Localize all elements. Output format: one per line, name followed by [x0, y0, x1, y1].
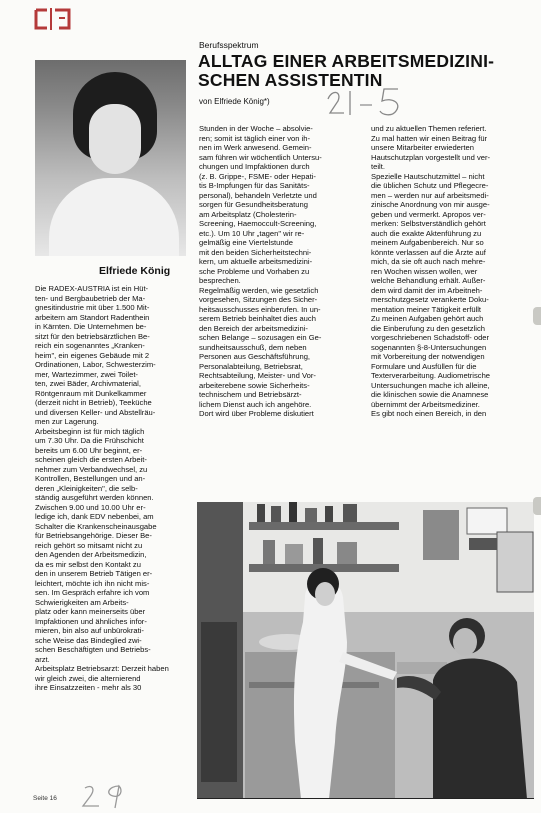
- text-column-2: [199, 124, 361, 500]
- binder-hole: [533, 497, 541, 515]
- paragraph: Die RADEX-AUSTRIA ist ein Hüt- ten- und Bergbaubetrieb der Ma- gnesitindustrie mit über 1.500 Mit- arbeitern am Standort Radenthein in Kärnten. Die Unternehmen be- sitzt für den betriebsärztlichen Be- reich ein sogenanntes „Kranken- heim", ein eigenes Gebäude mit 2 Ordinationen, Labor, Schwesterzim- mer, Wartezimmer, zwei Toilet- ten, zwei Bäder, Archivmaterial, Röntgenraum mit Dunkelkammer (derzeit nicht in Betrieb), Teeküche und diversen Keller- und Abstellräu- men zur Lagerung. Arbeitsbeginn ist für mich täglich um 7.30 Uhr. Da die Frühschicht bereits um 6.00 Uhr beginnt, er- scheinen gleich die ersten Arbeit- nehmer zum Verbandwechsel, zu Kontrollen, Bestellungen und an- deren „Kleinigkeiten", die selb- ständig ausgeführt werden können. Zwischen 9.00 und 10.00 Uhr er- ledige ich, dank EDV nebenbei, am Schalter die Krankenscheinausgabe für Betriebsangehörige. Dieser Be- reich gehört so mitsamt nicht zu den Agenden der Arbeitsmedizin, da es mir selbst den Kontakt zu den in unserem Betrieb Tätigen er- leichtert, möchte ich ihn nicht mis- sen. Im Gespräch erfahre ich vom Schwierigkeiten am Arbeits- platz oder kann meinerseits über Impfaktionen und ähnliches infor- mieren, bin also auf unbürokrati- sche Weise das Bindeglied zwi- schen Beschäftigten und Betriebs- arzt.: [35, 284, 157, 664]
- paragraph: Stunden in der Woche – absolvie- ren; somit ist täglich einer von ih- nen im Werk anwesend. Gemein- sam führen wir wöchentlich Untersu- chungen und Impfaktionen durch (z. B. Grippe-, FSME- oder Hepati- tis B-Impfungen für das Sanitäts- personal), behandeln Verletzte und sorgen für Gesundheitsberatung am Arbeitsplatz (Cholesterin- Screening, Haemoccult-Screening, etc.). Um 10 Uhr „tagen" wir re- gelmäßig eine Viertelstunde mit den beiden Sicherheitstechni- kern, um aktuelle arbeitsmedizini- sche Probleme und Vorhaben zu besprechen.: [199, 124, 322, 285]
- author-portrait: [35, 60, 186, 256]
- article-byline: von Elfriede König*): [199, 97, 270, 106]
- portrait-caption: Elfriede König: [99, 265, 171, 277]
- binder-hole: [533, 307, 541, 325]
- clinic-photo: [197, 502, 534, 799]
- text-column-1: [35, 284, 187, 794]
- paragraph: Arbeitsplatz Betriebsarzt: Derzeit haben wir gleich zwei, die alternierend ihre Einsatzzeiten - mehr als 30: [35, 664, 169, 692]
- handwritten-annotation: [322, 85, 412, 119]
- handwritten-page-mark: [75, 780, 135, 810]
- paragraph: Regelmäßig werden, wie gesetzlich vorgesehen, Sitzungen des Sicher- heitsausschusses einberufen. In un- serem Betrieb beinhaltet dies auch den Bereich der arbeitsmedizini- schen Belange – sozusagen ein Ge- sundheitsausschuß, dem neben Personen aus Geschäftsführung, Personalabteilung, Betriebsrat, Rechtsabteilung, Meister- und Vor- arbeiterebene sowie Sicherheits- technischem und Betriebsärzt- lichem Dienst auch ich angehöre. Dort wird über Probleme diskutiert: [199, 285, 322, 418]
- article-headline: ALLTAG EINER ARBEITSMEDIZINI- SCHEN ASSISTENTIN: [198, 51, 495, 90]
- text-column-3: [371, 124, 533, 500]
- paragraph: und zu aktuellen Themen referiert. Zu mal hatten wir einen Beitrag für unsere Mitarbeiter erwiederten Hautschutzplan vorgestellt und ver- teilt. Spezielle Hautschutzmittel – nicht die üblichen Schutz und Pflegecre- men – werden nur auf arbeitsmedi- zinische Anordnung von mir ausge- geben und vermerkt. Apropos ver- merken: Selbstverständlich gehört auch die exakte Aktenführung zu meinem Aufgabenbereich. Nur so könnte verlassen auf die Ärzte auf mich, da sie oft auch nach mehre- ren Wochen wissen wollen, wer welche Behandlung erhält. Außer- dem wird damit der im Arbeitneh- merschutzgesetz verankerte Doku- mentation meiner Tätigkeit erfüllt Zu meinen Aufgaben gehört auch die Einberufung zu den gesetzlich vorgeschriebenen Schadstoff- oder sogenannten §-8-Untersuchungen mit Vorbereitung der notwendigen Formulare und Ausfüllen für die Texterverarbeitung. Audiometrische Untersuchungen mache ich alleine, die klinischen sowie die Anamnese übernimmt der Arbeitsmediziner. Es gibt noch einen Bereich, in den: [371, 124, 491, 418]
- magazine-logo-icon: [33, 6, 73, 32]
- section-kicker: Berufsspektrum: [199, 40, 259, 50]
- page-number: Seite 16: [33, 795, 57, 802]
